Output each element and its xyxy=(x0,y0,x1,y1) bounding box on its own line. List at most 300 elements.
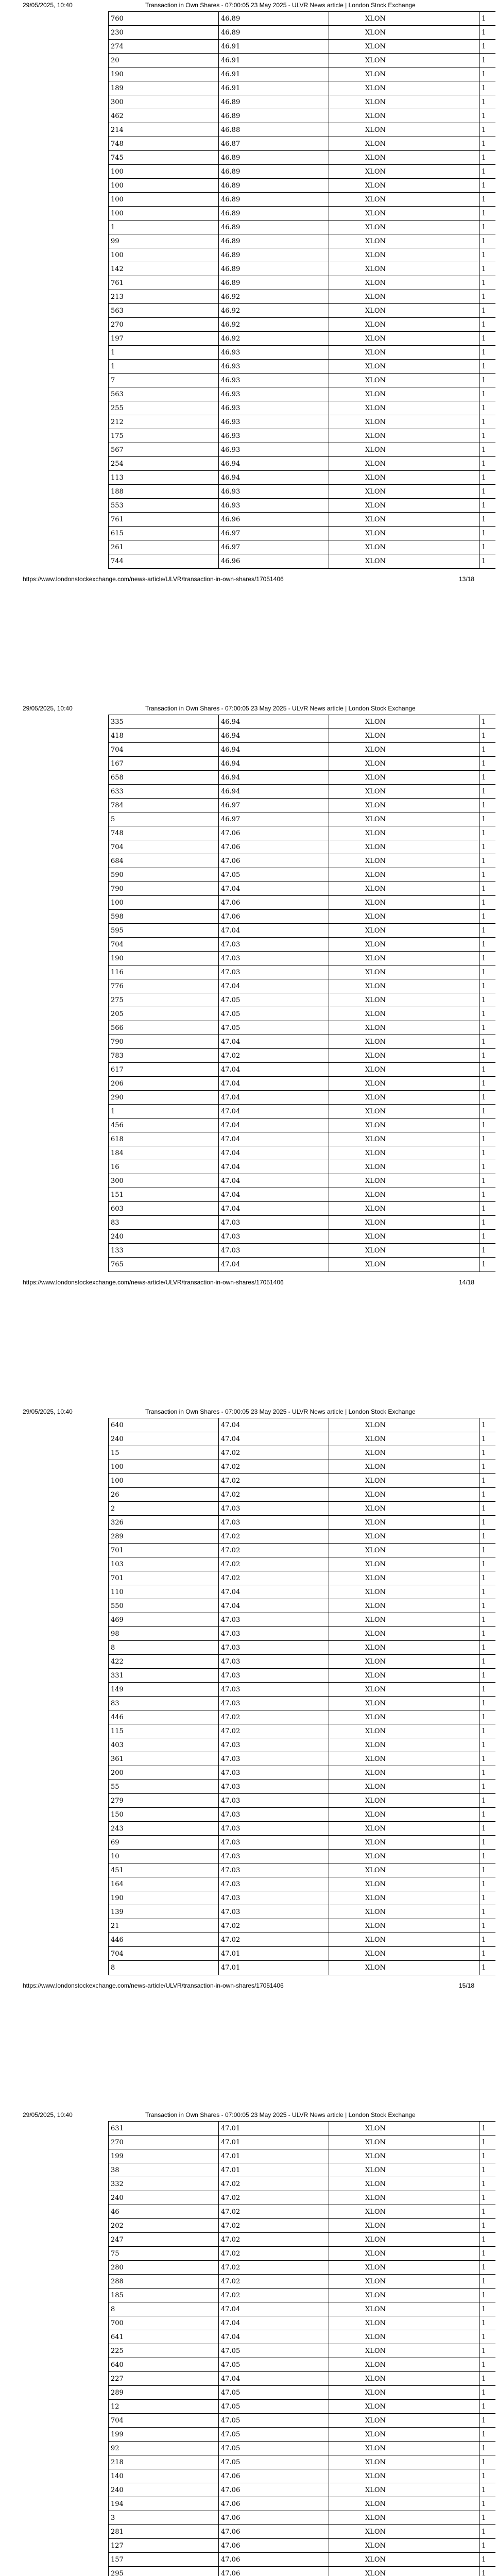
venue-cell: XLON xyxy=(329,1961,479,1975)
price-cell: 47.02 xyxy=(218,1724,329,1738)
volume-cell: 189 xyxy=(108,81,218,95)
venue-cell: XLON xyxy=(329,896,479,910)
volume-cell: 1 xyxy=(108,346,218,360)
venue-cell: XLON xyxy=(329,1502,479,1516)
time-cell-clipped: 1 xyxy=(479,812,495,826)
volume-cell: 1 xyxy=(108,221,218,234)
venue-cell: XLON xyxy=(329,965,479,979)
venue-cell: XLON xyxy=(329,2511,479,2525)
time-cell-clipped: 1 xyxy=(479,346,495,360)
price-cell: 47.04 xyxy=(218,924,329,938)
price-cell: 47.04 xyxy=(218,1599,329,1613)
price-cell: 47.06 xyxy=(218,2539,329,2553)
time-cell-clipped: 1 xyxy=(479,1961,495,1975)
table-row xyxy=(108,1432,495,1446)
time-cell-clipped: 1 xyxy=(479,1530,495,1544)
price-cell: 47.04 xyxy=(218,1585,329,1599)
time-cell-clipped: 1 xyxy=(479,2358,495,2372)
table-row xyxy=(108,179,495,193)
venue-cell: XLON xyxy=(329,1585,479,1599)
time-cell-clipped: 1 xyxy=(479,1160,495,1174)
price-cell: 47.04 xyxy=(218,1258,329,1272)
price-cell: 47.04 xyxy=(218,1432,329,1446)
time-cell-clipped: 1 xyxy=(479,896,495,910)
venue-cell: XLON xyxy=(329,2191,479,2205)
table-row xyxy=(108,2539,495,2553)
venue-cell: XLON xyxy=(329,1516,479,1530)
venue-cell: XLON xyxy=(329,1146,479,1160)
price-cell: 47.03 xyxy=(218,1752,329,1766)
price-cell: 47.02 xyxy=(218,2233,329,2247)
table-row xyxy=(108,26,495,40)
price-cell: 47.02 xyxy=(218,1919,329,1933)
volume-cell: 270 xyxy=(108,2136,218,2149)
pdf-page xyxy=(0,1406,497,2110)
venue-cell: XLON xyxy=(329,1641,479,1655)
volume-cell: 100 xyxy=(108,1460,218,1474)
volume-cell: 227 xyxy=(108,2372,218,2386)
venue-cell: XLON xyxy=(329,1474,479,1488)
volume-cell: 75 xyxy=(108,2247,218,2261)
volume-cell: 127 xyxy=(108,2539,218,2553)
venue-cell: XLON xyxy=(329,1530,479,1544)
price-cell: 47.02 xyxy=(218,1544,329,1557)
table-row xyxy=(108,318,495,332)
volume-cell: 289 xyxy=(108,1530,218,1544)
volume-cell: 403 xyxy=(108,1738,218,1752)
venue-cell: XLON xyxy=(329,513,479,527)
table-row xyxy=(108,1460,495,1474)
table-row xyxy=(108,415,495,429)
time-cell-clipped: 1 xyxy=(479,2219,495,2233)
venue-cell: XLON xyxy=(329,2316,479,2330)
venue-cell: XLON xyxy=(329,1244,479,1258)
volume-cell: 142 xyxy=(108,262,218,276)
price-cell: 46.93 xyxy=(218,499,329,513)
time-cell-clipped: 1 xyxy=(479,2289,495,2302)
price-cell: 47.02 xyxy=(218,1446,329,1460)
table-row xyxy=(108,1710,495,1724)
time-cell-clipped: 1 xyxy=(479,1007,495,1021)
article-url[interactable]: https://www.londonstockexchange.com/news-article/ULVR/transaction-in-own-shares/17051406 xyxy=(23,575,284,583)
time-cell-clipped: 1 xyxy=(479,2525,495,2539)
price-cell: 46.89 xyxy=(218,207,329,221)
time-cell-clipped: 1 xyxy=(479,1780,495,1794)
volume-cell: 110 xyxy=(108,1585,218,1599)
article-url[interactable]: https://www.londonstockexchange.com/news-article/ULVR/transaction-in-own-shares/17051406 xyxy=(23,1279,284,1286)
time-cell-clipped: 1 xyxy=(479,715,495,729)
table-row xyxy=(108,1738,495,1752)
time-cell-clipped: 1 xyxy=(479,1836,495,1850)
time-cell-clipped: 1 xyxy=(479,799,495,812)
volume-cell: 240 xyxy=(108,2483,218,2497)
venue-cell: XLON xyxy=(329,938,479,952)
time-cell-clipped: 1 xyxy=(479,757,495,771)
table-row xyxy=(108,854,495,868)
time-cell-clipped: 1 xyxy=(479,304,495,318)
table-row xyxy=(108,1049,495,1063)
volume-cell: 595 xyxy=(108,924,218,938)
time-cell-clipped: 1 xyxy=(479,1766,495,1780)
volume-cell: 300 xyxy=(108,1174,218,1188)
time-cell-clipped: 1 xyxy=(479,1571,495,1585)
venue-cell: XLON xyxy=(329,151,479,165)
page-header xyxy=(0,703,497,714)
venue-cell: XLON xyxy=(329,2400,479,2414)
venue-cell: XLON xyxy=(329,2205,479,2219)
page-footer xyxy=(0,1277,497,1287)
price-cell: 47.06 xyxy=(218,2525,329,2539)
venue-cell: XLON xyxy=(329,1794,479,1808)
time-cell-clipped: 1 xyxy=(479,1488,495,1502)
time-cell-clipped: 1 xyxy=(479,1641,495,1655)
time-cell-clipped: 1 xyxy=(479,1132,495,1146)
venue-cell: XLON xyxy=(329,1710,479,1724)
price-cell: 46.93 xyxy=(218,346,329,360)
table-row xyxy=(108,387,495,401)
volume-cell: 761 xyxy=(108,513,218,527)
time-cell-clipped: 1 xyxy=(479,2497,495,2511)
venue-cell: XLON xyxy=(329,1021,479,1035)
volume-cell: 300 xyxy=(108,95,218,109)
venue-cell: XLON xyxy=(329,540,479,554)
table-row xyxy=(108,840,495,854)
venue-cell: XLON xyxy=(329,499,479,513)
table-row xyxy=(108,1905,495,1919)
price-cell: 46.94 xyxy=(218,471,329,485)
price-cell: 46.97 xyxy=(218,799,329,812)
venue-cell: XLON xyxy=(329,262,479,276)
price-cell: 47.04 xyxy=(218,1132,329,1146)
time-cell-clipped: 1 xyxy=(479,332,495,346)
table-row xyxy=(108,1502,495,1516)
price-cell: 47.03 xyxy=(218,1822,329,1836)
table-row xyxy=(108,401,495,415)
volume-cell: 446 xyxy=(108,1710,218,1724)
price-cell: 47.05 xyxy=(218,2442,329,2455)
price-cell: 47.03 xyxy=(218,1641,329,1655)
table-row xyxy=(108,193,495,207)
price-cell: 47.02 xyxy=(218,1530,329,1544)
venue-cell: XLON xyxy=(329,1188,479,1202)
price-cell: 46.89 xyxy=(218,151,329,165)
time-cell-clipped: 1 xyxy=(479,1613,495,1627)
venue-cell: XLON xyxy=(329,1007,479,1021)
volume-cell: 185 xyxy=(108,2289,218,2302)
table-row xyxy=(108,2261,495,2275)
volume-cell: 214 xyxy=(108,123,218,137)
price-cell: 46.94 xyxy=(218,743,329,757)
time-cell-clipped: 1 xyxy=(479,81,495,95)
article-url[interactable]: https://www.londonstockexchange.com/news-article/ULVR/transaction-in-own-shares/17051406 xyxy=(23,1982,284,1989)
volume-cell: 618 xyxy=(108,1132,218,1146)
price-cell: 47.02 xyxy=(218,2289,329,2302)
time-cell-clipped: 1 xyxy=(479,1683,495,1697)
price-cell: 46.91 xyxy=(218,81,329,95)
volume-cell: 164 xyxy=(108,1877,218,1891)
time-cell-clipped: 1 xyxy=(479,374,495,387)
venue-cell: XLON xyxy=(329,2358,479,2372)
price-cell: 47.01 xyxy=(218,2136,329,2149)
venue-cell: XLON xyxy=(329,346,479,360)
price-cell: 46.89 xyxy=(218,234,329,248)
time-cell-clipped: 1 xyxy=(479,743,495,757)
table-row xyxy=(108,1891,495,1905)
table-row xyxy=(108,938,495,952)
venue-cell: XLON xyxy=(329,1933,479,1947)
table-row xyxy=(108,1446,495,1460)
time-cell-clipped: 1 xyxy=(479,2400,495,2414)
time-cell-clipped: 1 xyxy=(479,1627,495,1641)
table-row xyxy=(108,2233,495,2247)
table-row xyxy=(108,2275,495,2289)
venue-cell: XLON xyxy=(329,840,479,854)
venue-cell: XLON xyxy=(329,868,479,882)
table-row xyxy=(108,1808,495,1822)
venue-cell: XLON xyxy=(329,2233,479,2247)
page-number: 15/18 xyxy=(458,1982,474,1989)
time-cell-clipped: 1 xyxy=(479,1891,495,1905)
volume-cell: 7 xyxy=(108,374,218,387)
venue-cell: XLON xyxy=(329,1258,479,1272)
price-cell: 46.92 xyxy=(218,332,329,346)
price-cell: 47.01 xyxy=(218,2149,329,2163)
time-cell-clipped: 1 xyxy=(479,527,495,540)
venue-cell: XLON xyxy=(329,554,479,568)
venue-cell: XLON xyxy=(329,2302,479,2316)
venue-cell: XLON xyxy=(329,952,479,965)
price-cell: 47.02 xyxy=(218,2191,329,2205)
time-cell-clipped: 1 xyxy=(479,882,495,896)
volume-cell: 175 xyxy=(108,429,218,443)
volume-cell: 15 xyxy=(108,1446,218,1460)
volume-cell: 212 xyxy=(108,415,218,429)
table-row xyxy=(108,965,495,979)
table-row xyxy=(108,1627,495,1641)
table-row xyxy=(108,1599,495,1613)
volume-cell: 190 xyxy=(108,952,218,965)
time-cell-clipped: 1 xyxy=(479,2372,495,2386)
venue-cell: XLON xyxy=(329,95,479,109)
time-cell-clipped: 1 xyxy=(479,1077,495,1091)
table-row xyxy=(108,979,495,993)
time-cell-clipped: 1 xyxy=(479,2344,495,2358)
venue-cell: XLON xyxy=(329,1599,479,1613)
print-date: 29/05/2025, 10:40 xyxy=(23,1408,73,1415)
table-row xyxy=(108,1091,495,1105)
price-cell: 47.02 xyxy=(218,1933,329,1947)
table-row xyxy=(108,2219,495,2233)
transactions-table xyxy=(108,11,495,569)
volume-cell: 100 xyxy=(108,193,218,207)
table-row xyxy=(108,2442,495,2455)
table-row xyxy=(108,1077,495,1091)
time-cell-clipped: 1 xyxy=(479,910,495,924)
table-row xyxy=(108,109,495,123)
time-cell-clipped: 1 xyxy=(479,1021,495,1035)
volume-cell: 469 xyxy=(108,1613,218,1627)
volume-cell: 100 xyxy=(108,165,218,179)
volume-cell: 149 xyxy=(108,1683,218,1697)
venue-cell: XLON xyxy=(329,360,479,374)
price-cell: 47.03 xyxy=(218,1836,329,1850)
price-cell: 47.03 xyxy=(218,1905,329,1919)
volume-cell: 335 xyxy=(108,715,218,729)
venue-cell: XLON xyxy=(329,2442,479,2455)
time-cell-clipped: 1 xyxy=(479,95,495,109)
time-cell-clipped: 1 xyxy=(479,1808,495,1822)
price-cell: 47.03 xyxy=(218,938,329,952)
venue-cell: XLON xyxy=(329,1049,479,1063)
price-cell: 47.04 xyxy=(218,1105,329,1118)
time-cell-clipped: 1 xyxy=(479,2275,495,2289)
volume-cell: 704 xyxy=(108,743,218,757)
price-cell: 47.03 xyxy=(218,1244,329,1258)
volume-cell: 151 xyxy=(108,1188,218,1202)
time-cell-clipped: 1 xyxy=(479,1850,495,1863)
table-row xyxy=(108,1850,495,1863)
price-cell: 46.89 xyxy=(218,248,329,262)
price-cell: 47.06 xyxy=(218,2483,329,2497)
price-cell: 46.88 xyxy=(218,123,329,137)
time-cell-clipped: 1 xyxy=(479,2261,495,2275)
time-cell-clipped: 1 xyxy=(479,1174,495,1188)
volume-cell: 167 xyxy=(108,757,218,771)
price-cell: 47.02 xyxy=(218,2261,329,2275)
time-cell-clipped: 1 xyxy=(479,1655,495,1669)
volume-cell: 553 xyxy=(108,499,218,513)
venue-cell: XLON xyxy=(329,67,479,81)
table-row xyxy=(108,2330,495,2344)
venue-cell: XLON xyxy=(329,1063,479,1077)
table-row xyxy=(108,2191,495,2205)
venue-cell: XLON xyxy=(329,207,479,221)
print-date: 29/05/2025, 10:40 xyxy=(23,2111,73,2119)
table-row xyxy=(108,1530,495,1544)
price-cell: 47.03 xyxy=(218,1877,329,1891)
venue-cell: XLON xyxy=(329,715,479,729)
table-row xyxy=(108,2511,495,2525)
time-cell-clipped: 1 xyxy=(479,2330,495,2344)
volume-cell: 255 xyxy=(108,401,218,415)
table-row xyxy=(108,429,495,443)
venue-cell: XLON xyxy=(329,854,479,868)
volume-cell: 598 xyxy=(108,910,218,924)
volume-cell: 69 xyxy=(108,1836,218,1850)
volume-cell: 21 xyxy=(108,1919,218,1933)
table-row xyxy=(108,2358,495,2372)
time-cell-clipped: 1 xyxy=(479,415,495,429)
volume-cell: 563 xyxy=(108,304,218,318)
price-cell: 47.02 xyxy=(218,2205,329,2219)
time-cell-clipped: 1 xyxy=(479,2191,495,2205)
venue-cell: XLON xyxy=(329,1669,479,1683)
table-row xyxy=(108,12,495,26)
price-cell: 47.05 xyxy=(218,993,329,1007)
time-cell-clipped: 1 xyxy=(479,785,495,799)
time-cell-clipped: 1 xyxy=(479,2302,495,2316)
price-cell: 47.06 xyxy=(218,896,329,910)
venue-cell: XLON xyxy=(329,1446,479,1460)
price-cell: 46.96 xyxy=(218,513,329,527)
venue-cell: XLON xyxy=(329,179,479,193)
volume-cell: 2 xyxy=(108,1502,218,1516)
venue-cell: XLON xyxy=(329,1557,479,1571)
time-cell-clipped: 1 xyxy=(479,1202,495,1216)
price-cell: 47.03 xyxy=(218,1766,329,1780)
volume-cell: 790 xyxy=(108,882,218,896)
venue-cell: XLON xyxy=(329,1836,479,1850)
price-cell: 47.04 xyxy=(218,2372,329,2386)
document-title: Transaction in Own Shares - 07:00:05 23 May 2025 - ULVR News article | London Stock Exchange xyxy=(145,2111,416,2119)
time-cell-clipped: 1 xyxy=(479,1905,495,1919)
venue-cell: XLON xyxy=(329,743,479,757)
price-cell: 46.96 xyxy=(218,554,329,568)
time-cell-clipped: 1 xyxy=(479,1146,495,1160)
venue-cell: XLON xyxy=(329,1432,479,1446)
venue-cell: XLON xyxy=(329,54,479,67)
volume-cell: 761 xyxy=(108,276,218,290)
volume-cell: 240 xyxy=(108,1230,218,1244)
table-row xyxy=(108,1188,495,1202)
table-row xyxy=(108,771,495,785)
venue-cell: XLON xyxy=(329,1780,479,1794)
page-footer xyxy=(0,1980,497,1991)
price-cell: 47.06 xyxy=(218,2469,329,2483)
price-cell: 46.91 xyxy=(218,54,329,67)
table-row xyxy=(108,2163,495,2177)
venue-cell: XLON xyxy=(329,2483,479,2497)
volume-cell: 744 xyxy=(108,554,218,568)
venue-cell: XLON xyxy=(329,2289,479,2302)
time-cell-clipped: 1 xyxy=(479,771,495,785)
time-cell-clipped: 1 xyxy=(479,2122,495,2136)
volume-cell: 704 xyxy=(108,2414,218,2428)
price-cell: 46.94 xyxy=(218,457,329,471)
volume-cell: 199 xyxy=(108,2428,218,2442)
table-row xyxy=(108,1794,495,1808)
price-cell: 46.94 xyxy=(218,785,329,799)
venue-cell: XLON xyxy=(329,40,479,54)
price-cell: 47.02 xyxy=(218,1571,329,1585)
time-cell-clipped: 1 xyxy=(479,1724,495,1738)
table-row xyxy=(108,743,495,757)
volume-cell: 446 xyxy=(108,1933,218,1947)
price-cell: 47.02 xyxy=(218,2275,329,2289)
price-cell: 46.92 xyxy=(218,318,329,332)
time-cell-clipped: 1 xyxy=(479,1599,495,1613)
price-cell: 47.04 xyxy=(218,2330,329,2344)
venue-cell: XLON xyxy=(329,2567,479,2576)
table-row xyxy=(108,2289,495,2302)
venue-cell: XLON xyxy=(329,1460,479,1474)
volume-cell: 684 xyxy=(108,854,218,868)
price-cell: 46.89 xyxy=(218,276,329,290)
time-cell-clipped: 1 xyxy=(479,387,495,401)
volume-cell: 200 xyxy=(108,1766,218,1780)
volume-cell: 704 xyxy=(108,840,218,854)
table-row xyxy=(108,1557,495,1571)
venue-cell: XLON xyxy=(329,1544,479,1557)
table-row xyxy=(108,527,495,540)
time-cell-clipped: 1 xyxy=(479,1049,495,1063)
price-cell: 46.89 xyxy=(218,179,329,193)
time-cell-clipped: 1 xyxy=(479,2539,495,2553)
table-row xyxy=(108,785,495,799)
volume-cell: 704 xyxy=(108,1947,218,1961)
price-cell: 47.05 xyxy=(218,868,329,882)
time-cell-clipped: 1 xyxy=(479,1216,495,1230)
